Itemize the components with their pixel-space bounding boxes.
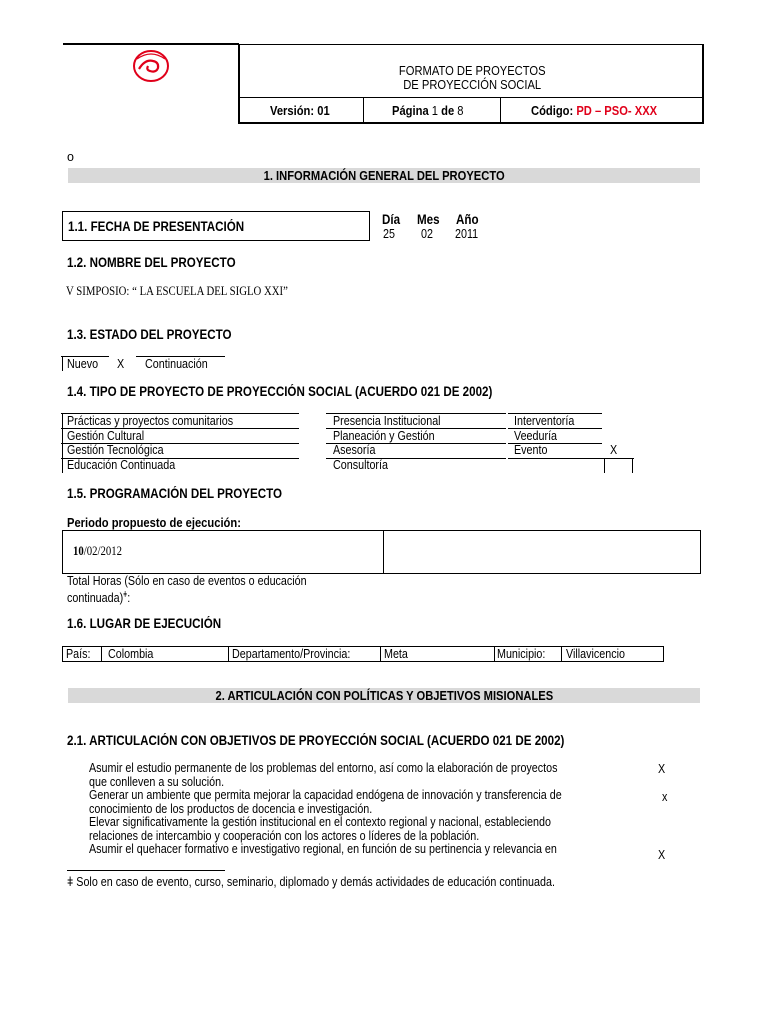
header-top-rule (63, 43, 239, 45)
document-code: Código: PD – PSO- XXX (531, 103, 658, 118)
depto-label: Departamento/Provincia: (232, 647, 351, 661)
section-1-title: 1. INFORMACIÓN GENERAL DEL PROYECTO (68, 168, 700, 183)
anio-value: 2011 (455, 227, 479, 241)
objetivo-mark: x (662, 790, 668, 804)
rule (604, 458, 605, 473)
estado-mark: X (117, 357, 125, 371)
rule (561, 646, 562, 662)
tipo-item: Gestión Cultural (67, 429, 145, 443)
tipo-item: Veeduría (514, 429, 558, 443)
list-item: relaciones de intercambio y cooperación con los actores o líderes de la población. (89, 828, 480, 843)
tipo-item: Gestión Tecnológica (67, 443, 164, 457)
footnote: ǂ Solo en caso de evento, curso, seminario, diplomado y demás actividades de educación continuada. (67, 875, 555, 889)
tipo-item: Interventoría (514, 414, 575, 428)
fecha-label: 1.1. FECHA DE PRESENTACIÓN (68, 219, 245, 234)
rule (62, 356, 63, 371)
municipio-value: Villavicencio (566, 647, 625, 661)
periodo-box (62, 530, 701, 574)
articulacion-label: 2.1. ARTICULACIÓN CON OBJETIVOS DE PROYECCIÓN SOCIAL (ACUERDO 021 DE 2002) (67, 733, 565, 748)
lugar-label: 1.6. LUGAR DE EJECUCIÓN (67, 616, 222, 631)
mes-value: 02 (421, 227, 433, 241)
programacion-label: 1.5. PROGRAMACIÓN DEL PROYECTO (67, 486, 283, 501)
pais-label: País: (66, 647, 91, 661)
rule (101, 646, 102, 662)
rule (508, 458, 634, 459)
nombre-value: V SIMPOSIO: “ LA ESCUELA DEL SIGLO XXI” (66, 284, 288, 298)
list-item: Elevar significativamente la gestión institucional en el contexto regional y nacional, estableciendo (89, 815, 551, 829)
list-item: conocimiento de los productos de docencia e investigación. (89, 801, 373, 816)
version-label: Versión: 01 (270, 103, 330, 118)
tipo-item: Prácticas y proyectos comunitarios (67, 414, 234, 428)
header-divider (500, 97, 501, 123)
rule (494, 646, 495, 662)
section-2-title: 2. ARTICULACIÓN CON POLÍTICAS Y OBJETIVOS MISIONALES (68, 688, 700, 703)
pais-value: Colombia (108, 647, 154, 661)
rule (383, 530, 384, 574)
periodo-label: Periodo propuesto de ejecución: (67, 515, 241, 530)
page-indicator: Página 1 de 8 (392, 103, 464, 118)
estado-nuevo: Nuevo (67, 357, 99, 371)
tipo-item: Educación Continuada (67, 458, 176, 472)
institution-logo (131, 49, 171, 83)
document-title: FORMATO DE PROYECTOS DE PROYECCIÓN SOCIAL (398, 63, 546, 92)
tipo-item: Consultoría (333, 458, 388, 472)
nombre-label: 1.2. NOMBRE DEL PROYECTO (67, 255, 236, 270)
estado-label: 1.3. ESTADO DEL PROYECTO (67, 327, 232, 342)
tipo-item: Asesoría (333, 443, 376, 457)
mes-label: Mes (417, 212, 440, 227)
header-separator (240, 97, 704, 98)
footnote-rule (67, 870, 225, 871)
rule (228, 646, 229, 662)
list-item: Asumir el quehacer formativo e investigativo regional, en función de su pertinencia y relevancia en (89, 842, 557, 856)
total-horas-label: Total Horas (Sólo en caso de eventos o educación continuada)$^ǂ$: (67, 574, 307, 606)
anio-label: Año (456, 212, 479, 227)
estado-continuacion: Continuación (145, 357, 208, 371)
objetivo-mark: X (658, 762, 666, 776)
header-divider (363, 97, 364, 123)
rule (632, 458, 633, 473)
bullet-o: o (67, 150, 74, 164)
list-item: Generar un ambiente que permita mejorar la capacidad endógena de innovación y transferencia de (89, 788, 562, 802)
dia-value: 25 (383, 227, 395, 241)
tipo-mark: X (610, 443, 618, 457)
objetivos-list (89, 762, 729, 857)
tipo-label: 1.4. TIPO DE PROYECTO DE PROYECCIÓN SOCIAL (ACUERDO 021 DE 2002) (67, 384, 493, 399)
objetivo-mark: X (658, 848, 666, 862)
depto-value: Meta (384, 647, 408, 661)
tipo-item: Planeación y Gestión (333, 429, 435, 443)
tipo-item: Presencia Institucional (333, 414, 441, 428)
list-item: Asumir el estudio permanente de los problemas del entorno, así como la elaboración de proyectos (89, 761, 558, 775)
periodo-start: 10/02/2012 (73, 544, 122, 558)
municipio-label: Municipio: (497, 647, 546, 661)
rule (380, 646, 381, 662)
tipo-item: Evento (514, 443, 548, 457)
dia-label: Día (382, 212, 401, 227)
list-item: que conlleven a su solución. (89, 774, 225, 789)
rule (62, 413, 63, 473)
